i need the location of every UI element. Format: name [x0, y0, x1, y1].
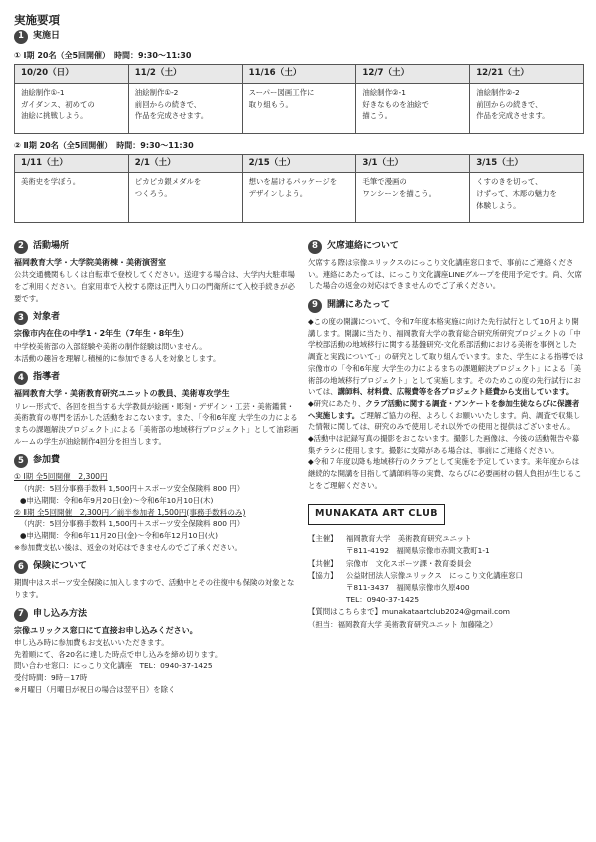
notes-p2-lead: ◆研究にあたり、: [308, 398, 366, 408]
schedule-section: [14, 30, 584, 223]
table-header: 2/15（土）: [242, 155, 356, 173]
notes-p1: [308, 316, 584, 398]
section-number-1: 1: [14, 30, 28, 44]
apply-hours: 受付時間：9時－17時: [14, 673, 88, 683]
info-coop-addr: 〒811-3437 福岡県宗像市久原400: [346, 582, 470, 592]
instructor-text: リレー形式で、各回を担当する大学教員が絵画・彫刻・デザイン・工芸・美術鑑賞・美術教育の専門を活かした活動をおこないます。また、｢令和6年度 大学生の力によるまちの課題解決プロジェクト｣による「美術部の地域移行プロジェクト」として油彩画ルームの学生が油絵制作4回分を担当します。: [14, 401, 299, 446]
schedule-heading: 実施日: [33, 31, 61, 42]
info-coop: [308, 570, 584, 582]
section-heading: [14, 608, 300, 622]
notes-p3: ◆活動中は記録写真の撮影をおこないます。撮影した画像は、今後の活動報告や募集チラシに使用します。撮影に支障がある場合は、事前にご連絡ください。: [308, 433, 580, 455]
table-header: 10/20（日）: [15, 65, 129, 83]
info-question-key: 【質問はこちらまで】: [308, 607, 382, 617]
section-heading: [14, 240, 300, 254]
target-section: [14, 311, 300, 364]
instructor-main: 福岡教育大学・美術教育研究ユニットの教員、美術専攻学生: [14, 389, 230, 399]
fee-p2-period: ●申込期間：令和6年11月20日(金)～令和6年12月10日(火): [20, 530, 219, 540]
apply-main: 宗像ユリックス窓口にて直接お申し込みください。: [14, 625, 198, 635]
section-number-7: 7: [14, 608, 28, 622]
fee-p2-detail: （内訳：5回分事務手数料 1,500円＋スポーツ安全保険料 800 円）: [20, 519, 245, 529]
info-coop-tel: TEL：0940-37-1425: [346, 595, 420, 605]
apply-section: [14, 608, 300, 696]
absence-section: [308, 240, 584, 292]
table-header: 3/1（土）: [356, 155, 470, 173]
info-host-addr: 〒811-4192 福岡県宗像市赤間文教町1-1: [346, 546, 490, 556]
table-cell: 想いを届けるパッケージを デザインしよう。: [242, 173, 356, 223]
info-host-key: 【主催】: [308, 534, 338, 544]
section-heading: [14, 30, 584, 44]
table-header: 1/11（土）: [15, 155, 129, 173]
target-line1: 中学校美術部の入部経験や美術の制作経験は問いません。: [14, 341, 207, 351]
info-host-address: [308, 545, 584, 557]
section-heading: [14, 311, 300, 325]
section-heading: [308, 240, 584, 254]
notes-heading: 開講にあたって: [327, 300, 391, 311]
target-line2: 本活動の趣旨を理解し積極的に参加できる人を対象とします。: [14, 353, 221, 363]
insurance-text: 期間中はスポーツ安全保険に加入しますので、活動中とその往復中も保険の対象となります。: [14, 578, 295, 600]
period2-label: ② Ⅱ期 20名（全5回開催） 時間：9:30～11:30: [14, 140, 194, 150]
table-header: 2/1（土）: [128, 155, 242, 173]
section-number-9: 9: [308, 299, 322, 313]
fee-heading: 参加費: [33, 455, 61, 466]
apply-heading: 申し込み方法: [33, 608, 88, 619]
instructor-heading: 指導者: [33, 372, 61, 383]
fee-p1-period: ●申込期間：令和6年9月20日(金)～令和6年10月10日(木): [20, 495, 214, 505]
table-header: 3/15（土）: [470, 155, 584, 173]
apply-contact: 問い合わせ窓口：にっこり文化講座 TEL：0940-37-1425: [14, 661, 213, 671]
info-charge-value: （担当：福岡教育大学 美術教育研究ユニット 加藤隆之）: [308, 619, 498, 629]
fee-p1-title: ① Ⅰ期 全5回開催 2,300円: [14, 472, 108, 482]
munakata-art-club-logo: MUNAKATA ART CLUB: [308, 504, 445, 525]
target-heading: 対象者: [33, 312, 61, 323]
apply-line1: 申し込み時に参加費もお支払いいただきます。: [14, 638, 169, 648]
info-coop-phone: [308, 594, 584, 606]
info-coop-value: 公益財団法人宗像ユリックス にっこり文化講座窓口: [346, 570, 523, 580]
info-coop-address: [308, 582, 584, 594]
table-cell: 油絵制作①-1 ガイダンス、初めての 油絵に挑戦しよう。: [15, 83, 129, 133]
venue-heading: 活動場所: [33, 241, 70, 252]
right-column: [308, 240, 584, 631]
notes-p1-text: ◆この度の開講について、令和7年度本格実施に向けた先行試行として10月より開講します。開講に当たり、福岡教育大学の教育総合研究所研究プロジェクトの「中学校部活動の地域移行に関する基盤研究-文化系部活動における美術を事例とした調査と実践について-」の研究として取り組んでいます。また、学生による指導では宗像市の「令和6年度 大学生の力によるまちの課題解決プロジェクト」による「美術部の地域移行プロジェクト」として実施します。そのためこの度の先行試行においては、: [308, 317, 584, 397]
absence-text: 欠席する際は宗像ユリックスのにっこり文化講座窓口まで、事前にご連絡ください。連絡にあたっては、にっこり文化講座LINEグループを使用予定です。尚、欠席した場合の返金の対応はできませんのでご了承ください。: [308, 258, 582, 291]
notes-p1-bold: 講師料、材料費、広報費等を各プロジェクト経費から支出しています。: [337, 387, 574, 397]
info-co-value: 宗像市 文化スポーツ課・教育委員会: [346, 558, 472, 568]
venue-section: [14, 240, 300, 304]
info-charge: [308, 619, 584, 631]
fee-note: ※参加費支払い後は、返金の対応はできませんのでご了承ください。: [14, 542, 242, 552]
section-heading: [14, 560, 300, 574]
section-number-5: 5: [14, 454, 28, 468]
info-host-value: 福岡教育大学 美術教育研究ユニット: [346, 534, 472, 544]
fee-section: [14, 454, 300, 553]
fee-p2-title: ② Ⅱ期 全5回開催 2,300円／前半参加者 1,500円(事務手数料のみ): [14, 507, 246, 517]
apply-line2: 先着順にて、各20名に達した時点で申し込みを締め切ります。: [14, 649, 223, 659]
notes-p4: ◆令和７年度以降も地域移行のクラブとして実施を予定しています。来年度からは継続的な開講を目指して講師料等の実費、ならびに必要画材の個人負担が生じることをご理解ください。: [308, 457, 582, 490]
table-cell: 油絵制作②-2 前回からの続きで、 作品を完成させます。: [470, 83, 584, 133]
section-heading: [308, 299, 584, 313]
section-number-4: 4: [14, 371, 28, 385]
apply-closed: ※月曜日（月曜日が祝日の場合は翌平日）を除く: [14, 684, 176, 694]
period1-label: ① Ⅰ期 20名（全5回開催） 時間：9:30～11:30: [14, 51, 192, 60]
table-cell: スーパー図画工作に 取り組もう。: [242, 83, 356, 133]
period1-table: [14, 64, 584, 133]
table-cell: 毛筆で漫画の ワンシーンを描こう。: [356, 173, 470, 223]
notes-p2: [308, 398, 584, 433]
notes-p2-rest: ご理解ご協力の程、よろしくお願いいたします。尚、調査で収集した情報に関しては、研究のみで使用しそれ以外での使用と提供はございません。: [308, 410, 581, 432]
section-number-3: 3: [14, 311, 28, 325]
section-number-8: 8: [308, 240, 322, 254]
table-cell: 油絵制作②-1 好きなものを油絵で 描こう。: [356, 83, 470, 133]
section-heading: [14, 454, 300, 468]
info-question: [308, 606, 584, 618]
info-question-email[interactable]: munakataartclub2024@gmail.com: [381, 607, 510, 617]
instructor-section: [14, 371, 300, 447]
table-cell: くすのきを切って、 けずって、木彫の魅力を 体験しよう。: [470, 173, 584, 223]
venue-name: 福岡教育大学・大学院美術棟・美術演習室: [14, 258, 166, 267]
insurance-section: [14, 560, 300, 600]
period2-table: [14, 154, 584, 223]
table-cell: 油絵制作①-2 前回からの続きで、 作品を完成させます。: [128, 83, 242, 133]
notes-p2-bold: クラブ活動に関する調査・アンケートを参加生徒ならびに保護者へ実施します。: [308, 398, 580, 420]
info-co-key: 【共催】: [308, 558, 338, 568]
section-number-2: 2: [14, 240, 28, 254]
info-coop-key: 【協力】: [308, 570, 338, 580]
notes-section: [308, 299, 584, 491]
table-cell: 美術史を学ぼう。: [15, 173, 129, 223]
table-header: 12/21（土）: [470, 65, 584, 83]
section-heading: [14, 371, 300, 385]
table-header: 11/16（土）: [242, 65, 356, 83]
organizer-info: [308, 533, 584, 631]
absence-heading: 欠席連絡について: [327, 241, 399, 252]
target-main: 宗像市内在住の中学1・2年生（7年生・8年生）: [14, 329, 189, 339]
venue-text: 公共交通機関もしくは自転車で登校してください。送迎する場合は、大学内大駐車場をご利用ください。自家用車で入校する際は正門入り口の門衛所にて入校手続きが必要です。: [14, 270, 295, 303]
fee-p1-detail: （内訳：5回分事務手数料 1,500円＋スポーツ安全保険料 800 円）: [20, 484, 245, 494]
info-co: [308, 558, 584, 570]
table-cell: ピカピカ銀メダルを つくろう。: [128, 173, 242, 223]
insurance-heading: 保険について: [33, 561, 87, 572]
info-host: [308, 533, 584, 545]
left-column: [14, 240, 300, 703]
table-header: 11/2（土）: [128, 65, 242, 83]
table-header: 12/7（土）: [356, 65, 470, 83]
page-title: 実施要項: [14, 13, 60, 27]
section-number-6: 6: [14, 560, 28, 574]
